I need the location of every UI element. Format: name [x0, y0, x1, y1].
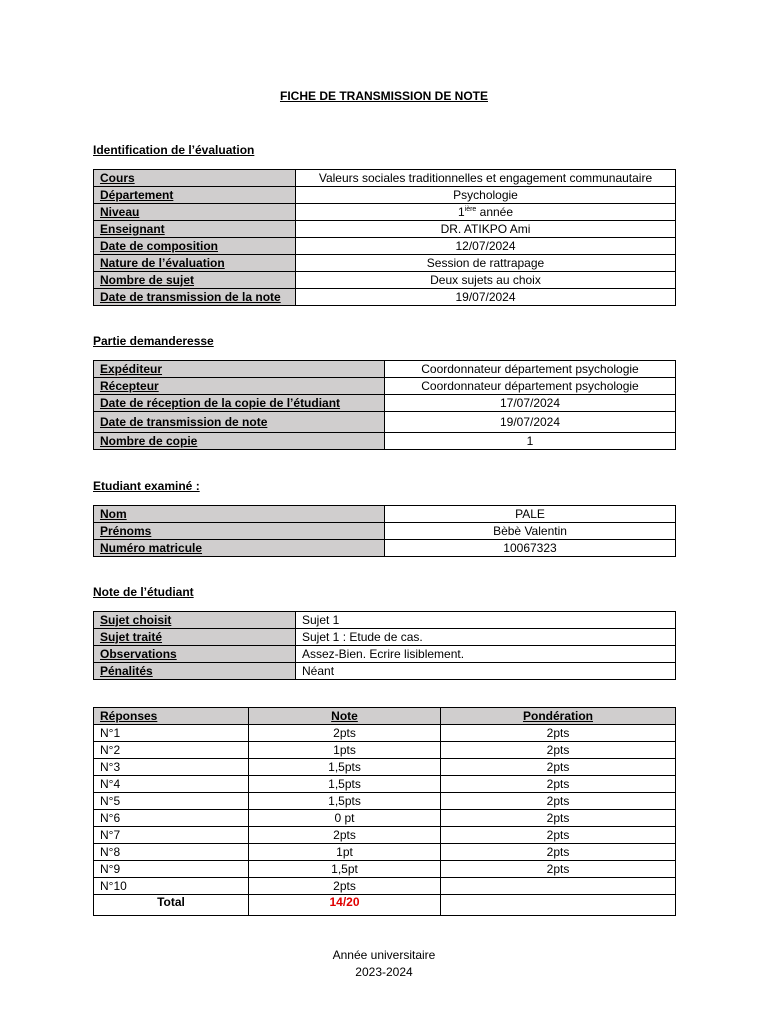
- response-number: N°10: [94, 878, 249, 895]
- academic-year-value: 2023-2024: [355, 965, 413, 979]
- row-value: DR. ATIKPO Ami: [296, 221, 676, 238]
- row-value: PALE: [385, 506, 676, 523]
- row-label: Nom: [94, 506, 385, 523]
- response-ponderation: 2pts: [441, 827, 676, 844]
- table-row: [94, 725, 676, 742]
- ordinal-suffix: ière: [464, 205, 477, 213]
- table-row: [94, 255, 676, 272]
- response-number: N°7: [94, 827, 249, 844]
- response-ponderation: 2pts: [441, 725, 676, 742]
- row-label: Observations: [94, 646, 296, 663]
- row-label: Numéro matricule: [94, 540, 385, 557]
- row-value: 12/07/2024: [296, 238, 676, 255]
- row-value: 1: [385, 433, 676, 450]
- table-row: [94, 378, 676, 395]
- table-row: [94, 793, 676, 810]
- table-row: [94, 540, 676, 557]
- total-value: 14/20: [249, 895, 441, 916]
- response-note: 1pt: [249, 844, 441, 861]
- response-note: 1,5pts: [249, 759, 441, 776]
- row-value: Coordonnateur département psychologie: [385, 378, 676, 395]
- row-label: Niveau: [94, 204, 296, 221]
- table-row: [94, 506, 676, 523]
- academic-year-label: Année universitaire: [332, 948, 436, 962]
- row-value: Deux sujets au choix: [296, 272, 676, 289]
- column-header-ponderation: Pondération: [441, 708, 676, 725]
- row-label: Expéditeur: [94, 361, 385, 378]
- table-row: [94, 827, 676, 844]
- table-row: [94, 612, 676, 629]
- table-header-row: [94, 708, 676, 725]
- response-note: 2pts: [249, 725, 441, 742]
- table-row: [94, 663, 676, 680]
- response-number: N°4: [94, 776, 249, 793]
- table-row: [94, 289, 676, 306]
- section-heading-evaluation: Identification de l’évaluation: [93, 143, 255, 157]
- row-value: Bèbè Valentin: [385, 523, 676, 540]
- column-header-note: Note: [249, 708, 441, 725]
- table-row: [94, 187, 676, 204]
- response-number: N°8: [94, 844, 249, 861]
- response-number: N°3: [94, 759, 249, 776]
- response-note: 1,5pts: [249, 776, 441, 793]
- table-row: [94, 170, 676, 187]
- row-value: 17/07/2024: [385, 395, 676, 412]
- row-label: Enseignant: [94, 221, 296, 238]
- response-number: N°1: [94, 725, 249, 742]
- row-label: Prénoms: [94, 523, 385, 540]
- response-ponderation: 2pts: [441, 861, 676, 878]
- row-label: Date de transmission de note: [94, 412, 385, 433]
- row-value: 19/07/2024: [385, 412, 676, 433]
- response-number: N°9: [94, 861, 249, 878]
- table-row: [94, 395, 676, 412]
- row-value: Néant: [296, 663, 676, 680]
- total-ponderation-empty: [441, 895, 676, 916]
- demanderesse-table: [93, 360, 676, 450]
- response-number: N°5: [94, 793, 249, 810]
- response-note: 1pts: [249, 742, 441, 759]
- row-label: Cours: [94, 170, 296, 187]
- row-label: Département: [94, 187, 296, 204]
- response-number: N°2: [94, 742, 249, 759]
- table-row: [94, 629, 676, 646]
- table-row: [94, 810, 676, 827]
- response-ponderation: [441, 878, 676, 895]
- response-ponderation: 2pts: [441, 844, 676, 861]
- response-note: 0 pt: [249, 810, 441, 827]
- document-title: FICHE DE TRANSMISSION DE NOTE: [279, 89, 488, 103]
- table-row: [94, 742, 676, 759]
- row-value: 19/07/2024: [296, 289, 676, 306]
- table-row: [94, 646, 676, 663]
- row-label: Nombre de sujet: [94, 272, 296, 289]
- table-row: [94, 861, 676, 878]
- table-row: [94, 523, 676, 540]
- response-note: 1,5pt: [249, 861, 441, 878]
- row-label: Date de réception de la copie de l’étudiant: [94, 395, 385, 412]
- table-row: [94, 204, 676, 221]
- table-row: [94, 776, 676, 793]
- table-row: [94, 221, 676, 238]
- table-row: [94, 878, 676, 895]
- section-heading-note: Note de l’étudiant: [93, 585, 194, 599]
- table-row: [94, 433, 676, 450]
- response-note: 1,5pts: [249, 793, 441, 810]
- table-row: [94, 272, 676, 289]
- row-label: Sujet traité: [94, 629, 296, 646]
- total-row: [94, 895, 676, 916]
- response-ponderation: 2pts: [441, 810, 676, 827]
- evaluation-table: [93, 169, 676, 306]
- response-note: 2pts: [249, 827, 441, 844]
- row-value: Sujet 1: [296, 612, 676, 629]
- row-label: Récepteur: [94, 378, 385, 395]
- row-value: Assez-Bien. Ecrire lisiblement.: [296, 646, 676, 663]
- section-heading-demanderesse: Partie demanderesse: [93, 334, 214, 348]
- row-label: Pénalités: [94, 663, 296, 680]
- table-row: [94, 238, 676, 255]
- row-label: Sujet choisit: [94, 612, 296, 629]
- table-row: [94, 361, 676, 378]
- response-ponderation: 2pts: [441, 776, 676, 793]
- response-number: N°6: [94, 810, 249, 827]
- section-heading-etudiant: Etudiant examiné :: [93, 479, 200, 493]
- row-value: 10067323: [385, 540, 676, 557]
- row-value: Session de rattrapage: [296, 255, 676, 272]
- total-label: Total: [94, 895, 249, 916]
- row-value-niveau: $1^{ière}$ année: [296, 204, 676, 221]
- row-value: Valeurs sociales traditionnelles et engagement communautaire: [296, 170, 676, 187]
- column-header-reponses: Réponses: [94, 708, 249, 725]
- response-note: 2pts: [249, 878, 441, 895]
- row-label: Nombre de copie: [94, 433, 385, 450]
- row-label: Date de transmission de la note: [94, 289, 296, 306]
- note-table: [93, 611, 676, 680]
- table-row: [94, 412, 676, 433]
- row-value: Coordonnateur département psychologie: [385, 361, 676, 378]
- table-row: [94, 844, 676, 861]
- row-value: Sujet 1 : Etude de cas.: [296, 629, 676, 646]
- response-ponderation: 2pts: [441, 793, 676, 810]
- row-value: Psychologie: [296, 187, 676, 204]
- etudiant-table: [93, 505, 676, 557]
- response-ponderation: 2pts: [441, 742, 676, 759]
- response-ponderation: 2pts: [441, 759, 676, 776]
- table-row: [94, 759, 676, 776]
- responses-table: [93, 707, 676, 916]
- row-label: Nature de l’évaluation: [94, 255, 296, 272]
- row-label: Date de composition: [94, 238, 296, 255]
